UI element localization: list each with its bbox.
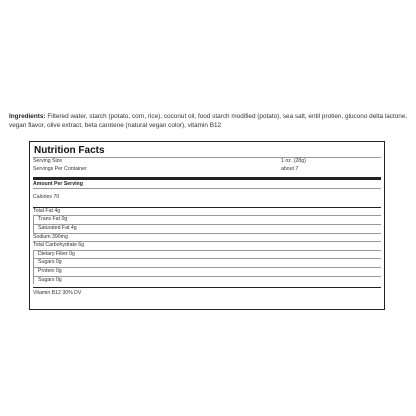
vitamin-row: Vitamin B12 30% DV — [33, 290, 82, 297]
serving-size-value: 1 oz. (28g) — [281, 158, 306, 164]
nutrient-dietary-fiber: Dietary Fiber 0g — [33, 251, 381, 259]
amount-per-serving: Amount Per Serving — [33, 180, 83, 187]
calories-row: Calories 70 — [33, 194, 60, 201]
ingredients-label: Ingredients: — [9, 113, 46, 120]
nutrition-facts-title: Nutrition Facts — [34, 145, 105, 156]
thick-divider — [33, 177, 381, 180]
nutrient-protein: Protein 0g — [33, 268, 381, 276]
servings-per-container-row — [33, 166, 381, 174]
serving-size-label: Serving Size — [33, 158, 63, 164]
nutrient-sugars-2: Sugars 0g — [33, 277, 381, 285]
nutrient-trans-fat: Trans Fat 0g — [33, 216, 381, 224]
servings-per-container-value: about 7 — [281, 165, 299, 172]
servings-per-container-label: Servings Per Container — [33, 165, 87, 172]
nutrient-total-fat: Total Fat 4g — [33, 207, 61, 214]
ingredients-text: Filtered water, starch (potato, corn, rice), coconut oil, food starch modified (potato), sea salt, entil protien, glucono delta lactone, vegan flavor, olive extract, beta carotene (natural vegan color), vitamin B12 — [9, 113, 408, 129]
serving-size-row — [33, 158, 381, 166]
ingredients-statement — [9, 112, 409, 130]
nutrient-saturated-fat: Saturated Fat 4g — [33, 225, 381, 233]
nutrient-sodium: Sodium 390mg — [33, 233, 68, 240]
nutrient-sugars: Sugars 0g — [33, 259, 381, 267]
nutrient-total-carbohydrate: Total Carbohydrate 6g — [33, 242, 85, 249]
nutrition-facts-panel — [29, 141, 385, 310]
